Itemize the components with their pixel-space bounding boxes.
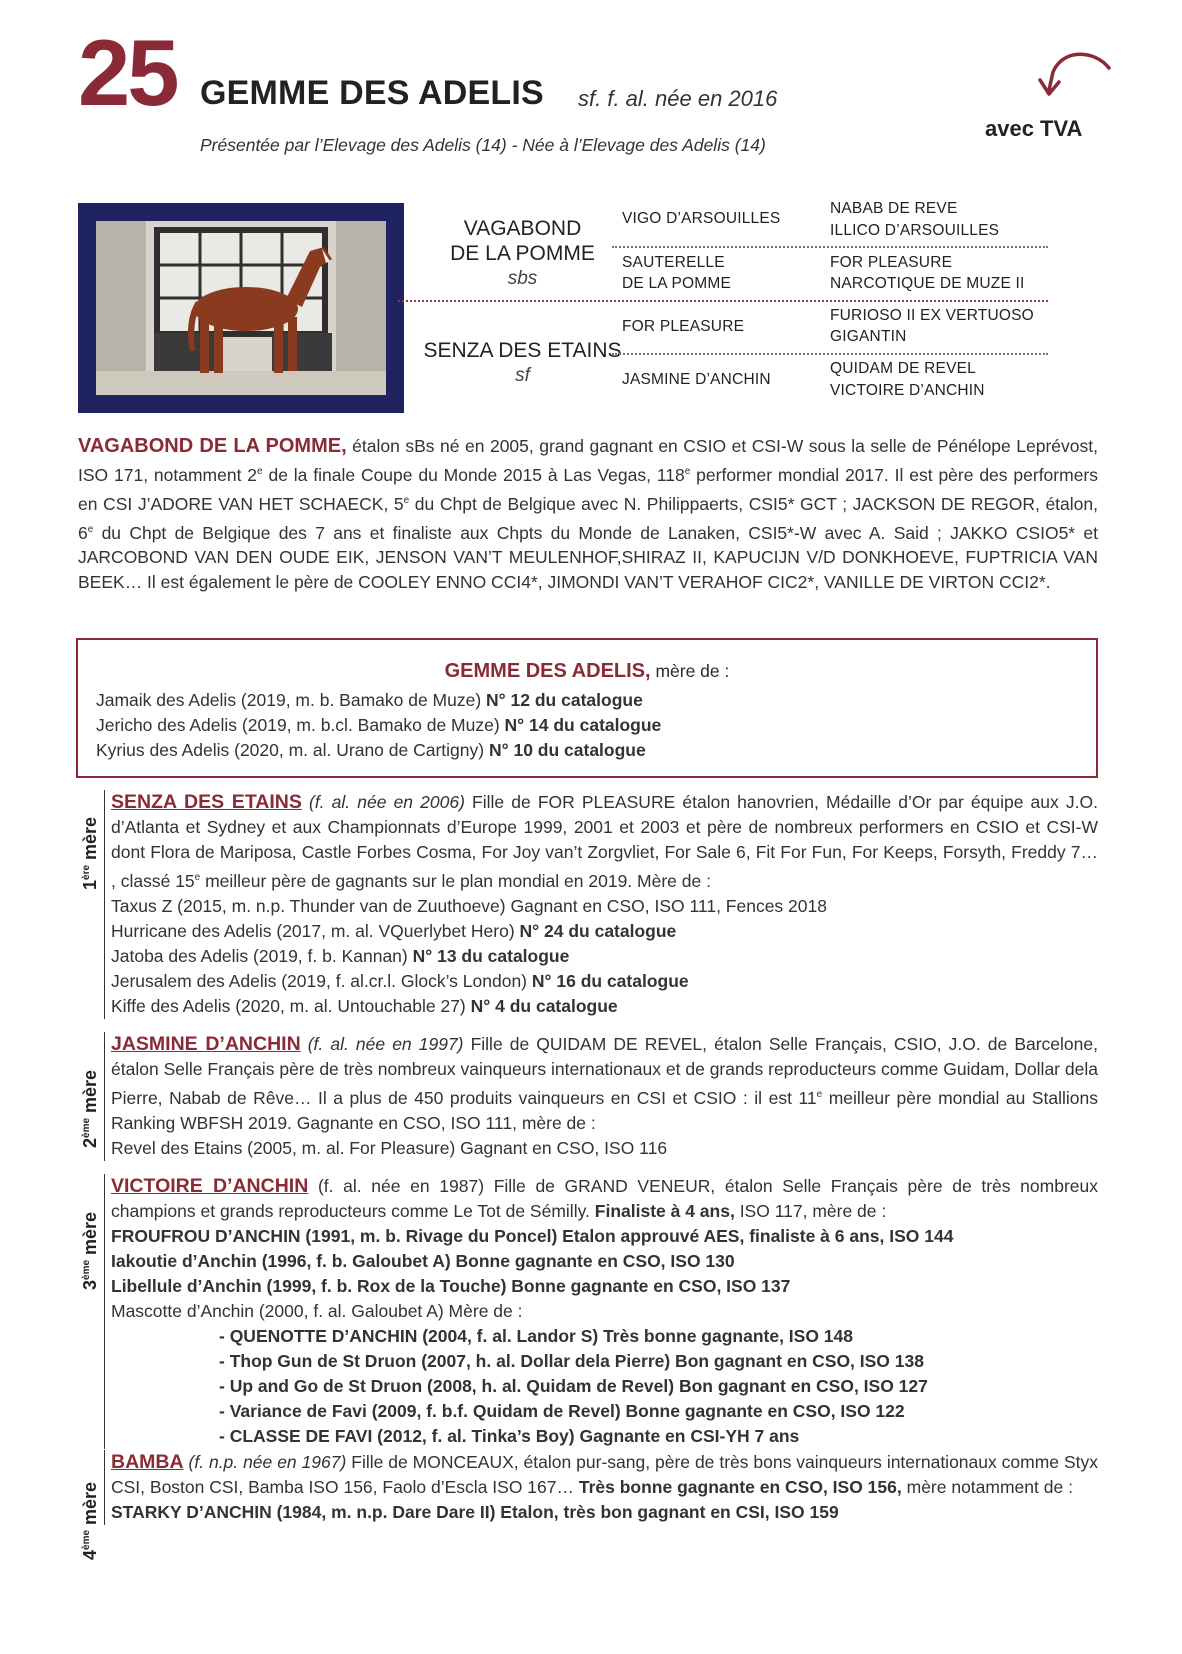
rank-label-3: 3ème mère	[80, 1211, 100, 1290]
offspring-list	[96, 688, 661, 763]
offspring-box	[76, 638, 1098, 778]
pedigree-ss: VIGO D’ARSOUILLES	[622, 210, 781, 227]
tva-label: avec TVA	[985, 116, 1083, 141]
horse-description: sf. f. al. née en 2016	[578, 86, 778, 111]
pedigree-sd-line2: DE LA POMME	[622, 275, 732, 292]
pedigree-divider	[612, 246, 1048, 248]
list-item: Taxus Z (2015, m. n.p. Thunder van de Zuuthoeve) Gagnant en CSO, ISO 111, Fences 2018	[111, 895, 827, 916]
pedigree-sds: FOR PLEASURE	[830, 254, 953, 271]
sire-name-line1: VAGABOND	[463, 217, 582, 240]
list-item: Jamaik des Adelis (2019, m. b. Bamako de Muze) N° 12 du catalogue	[96, 690, 643, 710]
sire-name-line2: DE LA POMME	[450, 242, 595, 265]
list-item: Kiffe des Adelis (2020, m. al. Untouchable 27) N° 4 du catalogue	[111, 995, 618, 1016]
list-item: - CLASSE DE FAVI (2012, f. al. Tinka’s Boy) Gagnante en CSI-YH 7 ans	[219, 1426, 800, 1446]
pedigree-dsd: GIGANTIN	[830, 328, 907, 345]
lot-number: 25	[78, 20, 177, 125]
pedigree-ds: FOR PLEASURE	[622, 318, 745, 335]
list-item: Jatoba des Adelis (2019, f. b. Kannan) N° 13 du catalogue	[111, 945, 570, 966]
pedigree-ddd: VICTOIRE D’ANCHIN	[830, 382, 985, 399]
pedigree-ssd: ILLICO D’ARSOUILLES	[830, 222, 1000, 239]
list-item: Hurricane des Adelis (2017, m. al. VQuerlybet Hero) N° 24 du catalogue	[111, 920, 677, 941]
rank-label-4: 4ème mère	[80, 1481, 100, 1560]
curved-arrow-icon	[1035, 50, 1115, 110]
rank-label-2: 2ème mère	[80, 1069, 100, 1148]
pedigree-divider	[612, 353, 1048, 355]
sire-paragraph: VAGABOND DE LA POMME, étalon sBs né en 2005, grand gagnant en CSIO et CSI-W sous la selle de Pénélope Leprévost, ISO 171, notamment 2e de la finale Coupe du Monde 2015 à Las Vegas, 118e performer mondial 2017. Il est père des performers en CSI J’ADORE VAN HET SCHAECK, 5e du Chpt de Belgique avec N. Philippaerts, CSI5* GCT ; JACKSON DE REGOR, étalon, 6e du Chpt de Belgique des 7 ans et finaliste aux Chpts du Monde de Lanaken, CSI5*-W avec A. Said ; JAKKO CSIO5* et JARCOBOND VAN DEN OUDE EIK, JENSON VAN’T MEULENHOF,SHIRAZ II, KAPUCIJN V/D DONKHOEVE, FUPTRICIA VAN BEEK… Il est également le père de COOLEY ENNO CCI4*, JIMONDI VAN’T VERAHOF CIC2*, VANILLE DE VIRTON CCI2*.	[78, 435, 1098, 593]
second-dam-section: JASMINE D’ANCHIN (f. al. née en 1997) Fille de QUIDAM DE REVEL, étalon Selle Français, CSIO, J.O. de Barcelone, étalon Selle Français père de très nombreux vainqueurs internationaux et de grands reproducteurs comme Guidam, Dollar dela Pierre, Nabab de Rêve… Il a plus de 450 produits vainqueurs en CSI et CSIO : il est 11e meilleur père mondial au Stallions Ranking WBFSH 2019. Gagnante en CSO, ISO 111, mère de : Revel des Etains (2005, m. al. For Pleasure) Gagnant en CSO, ISO 116	[104, 1032, 1098, 1161]
pedigree-sire	[420, 216, 625, 291]
list-item: Jerusalem des Adelis (2019, f. al.cr.l. Glock’s London) N° 16 du catalogue	[111, 970, 689, 991]
list-item: - Variance de Favi (2009, f. b.f. Quidam de Revel) Bonne gagnante en CSO, ISO 122	[219, 1401, 905, 1421]
pedigree-dss: FURIOSO II EX VERTUOSO	[830, 307, 1034, 324]
second-dam-name: JASMINE D’ANCHIN	[111, 1033, 301, 1055]
first-dam-name: SENZA DES ETAINS	[111, 791, 302, 813]
horse-name: GEMME DES ADELIS	[200, 74, 544, 112]
third-dam-name: VICTOIRE D’ANCHIN	[111, 1175, 309, 1197]
pedigree-dam	[420, 338, 625, 388]
pedigree-sdd: NARCOTIQUE DE MUZE II	[830, 275, 1025, 292]
third-dam-section: VICTOIRE D’ANCHIN (f. al. née en 1987) Fille de GRAND VENEUR, étalon Selle Français père de très nombreux champions et grands reproducteurs comme Le Tot de Sémilly. Finaliste à 4 ans, ISO 117, mère de : FROUFROU D’ANCHIN (1991, m. b. Rivage du Poncel) Etalon approuvé AES, finaliste à 6 ans, ISO 144 Iakoutie d’Anchin (1996, f. b. Galoubet A) Bonne gagnante en CSO, ISO 130 Libellule d’Anchin (1999, f. b. Rox de la Touche) Bonne gagnante en CSO, ISO 137 Mascotte d’Anchin (2000, f. al. Galoubet A) Mère de : - QUENOTTE D’ANCHIN (2004, f. al. Landor S) Très bonne gagnante, ISO 148 - Thop Gun de St Druon (2007, h. al. Dollar dela Pierre) Bon gagnant en CSO, ISO 138 - Up and Go de St Druon (2008, h. al. Quidam de Revel) Bon gagnant en CSO, ISO 127 - Variance de Favi (2009, f. b.f. Quidam de Revel) Bonne gagnante en CSO, ISO 122 - CLASSE DE FAVI (2012, f. al. Tinka’s Boy) Gagnante en CSI-YH 7 ans	[104, 1174, 1098, 1449]
fourth-dam-section: BAMBA (f. n.p. née en 1967) Fille de MONCEAUX, étalon pur-sang, père de très bons vainqueurs internationaux comme Styx CSI, Boston CSI, Bamba ISO 156, Faolo d’Escla ISO 167… Très bonne gagnante en CSO, ISO 156, mère notamment de : STARKY D’ANCHIN (1984, m. n.p. Dare Dare II) Etalon, très bon gagnant en CSI, ISO 159	[104, 1450, 1098, 1525]
fourth-dam-name: BAMBA	[111, 1451, 184, 1473]
pedigree-divider-main	[398, 300, 1048, 302]
list-item: - Up and Go de St Druon (2008, h. al. Quidam de Revel) Bon gagnant en CSO, ISO 127	[219, 1376, 928, 1396]
list-item: Jericho des Adelis (2019, m. b.cl. Bamako de Muze) N° 14 du catalogue	[96, 715, 662, 735]
list-item: Libellule d’Anchin (1999, f. b. Rox de la Touche) Bonne gagnante en CSO, ISO 137	[111, 1276, 791, 1296]
pedigree-dd: JASMINE D’ANCHIN	[622, 371, 771, 388]
pedigree-sss: NABAB DE REVE	[830, 200, 958, 217]
list-item: Kyrius des Adelis (2020, m. al. Urano de Cartigny) N° 10 du catalogue	[96, 740, 646, 760]
presented-by: Présentée par l’Elevage des Adelis (14) - Née à l’Elevage des Adelis (14)	[200, 135, 766, 155]
horse-photo-image	[96, 221, 386, 395]
horse-photo	[78, 203, 404, 413]
sire-breed: sbs	[507, 268, 538, 289]
first-dam-section: SENZA DES ETAINS (f. al. née en 2006) Fille de FOR PLEASURE étalon hanovrien, Médaille d’Or par équipe aux J.O. d’Atlanta et Sydney et aux Championnats d’Europe 1999, 2001 et 2003 et père de nombreux performers en CSIO et CSI-W dont Flora de Mariposa, Castle Forbes Cosma, For Joy van’t Zorgvliet, For Sale 6, Fit For Fun, For Keeps, Forsyth, Freddy 7… , classé 15e meilleur père de gagnants sur le plan mondial en 2019. Mère de : Taxus Z (2015, m. n.p. Thunder van de Zuuthoeve) Gagnant en CSO, ISO 111, Fences 2018 Hurricane des Adelis (2017, m. al. VQuerlybet Hero) N° 24 du catalogue Jatoba des Adelis (2019, f. b. Kannan) N° 13 du catalogue Jerusalem des Adelis (2019, f. al.cr.l. Glock’s London) N° 16 du catalogue Kiffe des Adelis (2020, m. al. Untouchable 27) N° 4 du catalogue	[104, 790, 1098, 1019]
list-item: STARKY D’ANCHIN (1984, m. n.p. Dare Dare II) Etalon, très bon gagnant en CSI, ISO 159	[111, 1502, 839, 1522]
dam-name: SENZA DES ETAINS	[423, 339, 622, 362]
pedigree-dds: QUIDAM DE REVEL	[830, 360, 976, 377]
offspring-box-title: GEMME DES ADELIS, mère de :	[444, 660, 730, 682]
list-item: Iakoutie d’Anchin (1996, f. b. Galoubet A) Bonne gagnante en CSO, ISO 130	[111, 1251, 735, 1271]
sire-paragraph-name: VAGABOND DE LA POMME,	[78, 435, 347, 457]
rank-label-1: 1ère mère	[80, 816, 100, 890]
list-item: Mascotte d’Anchin (2000, f. al. Galoubet A) Mère de :	[111, 1301, 523, 1321]
dam-breed: sf	[515, 365, 530, 386]
list-item: - Thop Gun de St Druon (2007, h. al. Dollar dela Pierre) Bon gagnant en CSO, ISO 138	[219, 1351, 924, 1371]
list-item: FROUFROU D’ANCHIN (1991, m. b. Rivage du Poncel) Etalon approuvé AES, finaliste à 6 ans, ISO 144	[111, 1226, 954, 1246]
list-item: Revel des Etains (2005, m. al. For Pleasure) Gagnant en CSO, ISO 116	[111, 1137, 668, 1158]
pedigree-sd-line1: SAUTERELLE	[622, 254, 725, 271]
list-item: - QUENOTTE D’ANCHIN (2004, f. al. Landor S) Très bonne gagnante, ISO 148	[219, 1326, 853, 1346]
